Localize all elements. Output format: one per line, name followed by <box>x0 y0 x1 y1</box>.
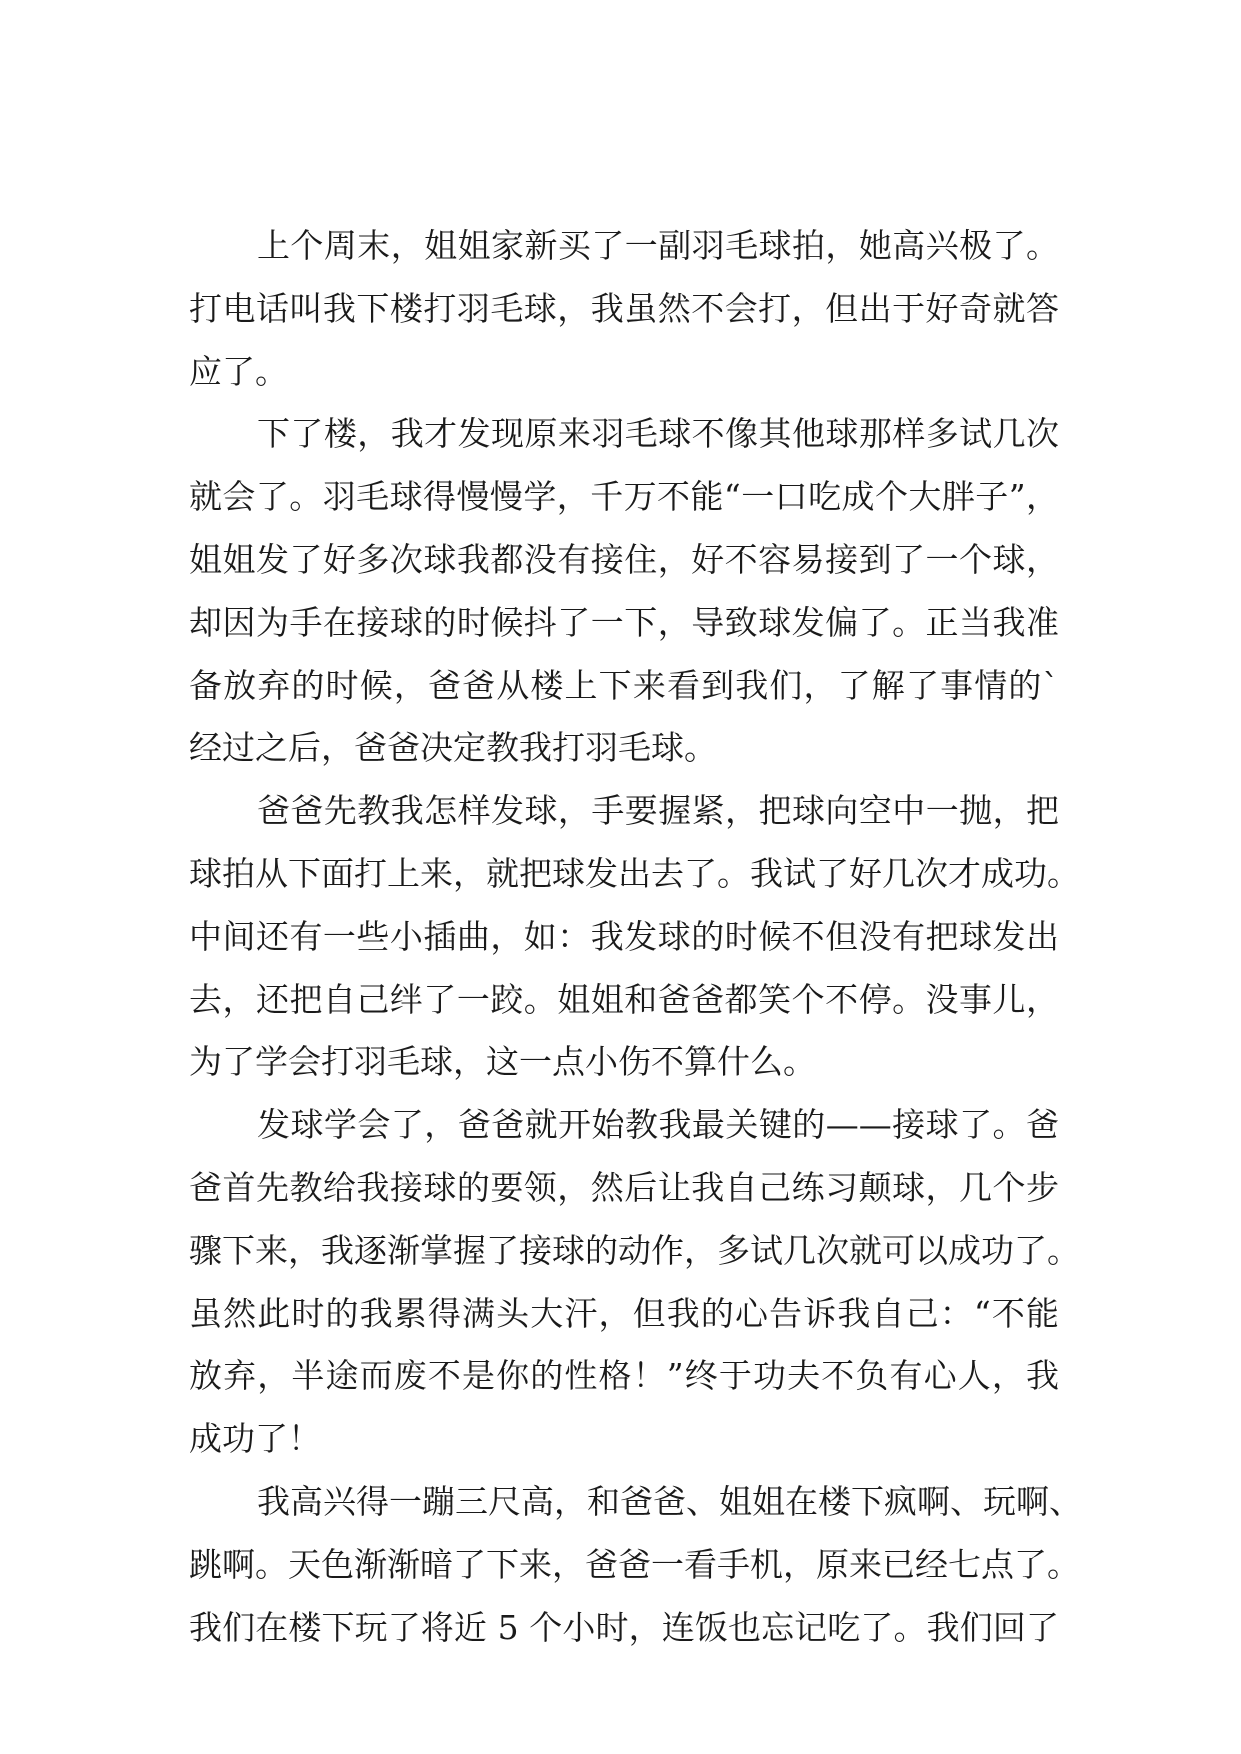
paragraph-2 <box>189 403 1059 780</box>
text-line: 上个周末，姐姐家新买了一副羽毛球拍，她高兴极了。 <box>257 226 1059 265</box>
paragraph-3 <box>189 780 1080 1094</box>
text-line: 成功了！ <box>189 1419 321 1459</box>
text-line: 打电话叫我下楼打羽毛球，我虽然不会打，但出于好奇就答 <box>189 288 1059 328</box>
paragraph-1 <box>189 215 1059 403</box>
text-line: 却因为手在接球的时候抖了一下，导致球发偏了。正当我准 <box>189 602 1059 642</box>
text-line: 为了学会打羽毛球，这一点小伤不算什么。 <box>189 1042 816 1082</box>
text-line: 发球学会了，爸爸就开始教我最关键的——接球了。爸 <box>257 1105 1059 1145</box>
text-line: 骤下来，我逐渐掌握了接球的动作，多试几次就可以成功了。 <box>189 1230 1080 1270</box>
text-line: 备放弃的时候，爸爸从楼上下来看到我们，了解了事情的` <box>189 665 1059 705</box>
text-line: 跳啊。天色渐渐暗了下来，爸爸一看手机，原来已经七点了。 <box>189 1544 1080 1584</box>
text-line: 放弃，半途而废不是你的性格！”终于功夫不负有心人，我 <box>189 1356 1059 1396</box>
text-line: 下了楼，我才发现原来羽毛球不像其他球那样多试几次 <box>257 414 1059 454</box>
text-line: 中间还有一些小插曲，如：我发球的时候不但没有把球发出 <box>189 916 1059 956</box>
text-line: 我高兴得一蹦三尺高，和爸爸、姐姐在楼下疯啊、玩啊、 <box>257 1481 1082 1521</box>
paragraph-5 <box>189 1471 1082 1659</box>
text-line: 爸爸先教我怎样发球，手要握紧，把球向空中一抛，把 <box>257 791 1059 831</box>
text-line: 经过之后，爸爸决定教我打羽毛球。 <box>189 728 717 768</box>
text-line: 爸首先教给我接球的要领，然后让我自己练习颠球，几个步 <box>189 1167 1059 1207</box>
essay-body <box>189 215 1082 1659</box>
text-line: 就会了。羽毛球得慢慢学，千万不能“一口吃成个大胖子”， <box>189 477 1059 517</box>
text-line: 去，还把自己绊了一跤。姐姐和爸爸都笑个不停。没事儿， <box>189 979 1059 1019</box>
text-line: 球拍从下面打上来，就把球发出去了。我试了好几次才成功。 <box>189 853 1080 893</box>
text-line: 虽然此时的我累得满头大汗，但我的心告诉我自己：“不能 <box>189 1293 1059 1333</box>
text-line: 应了。 <box>189 351 288 391</box>
text-line: 我们在楼下玩了将近 5 个小时，连饭也忘记吃了。我们回了 <box>189 1607 1059 1647</box>
paragraph-4 <box>189 1094 1080 1471</box>
text-line: 姐姐发了好多次球我都没有接住，好不容易接到了一个球， <box>189 539 1059 579</box>
